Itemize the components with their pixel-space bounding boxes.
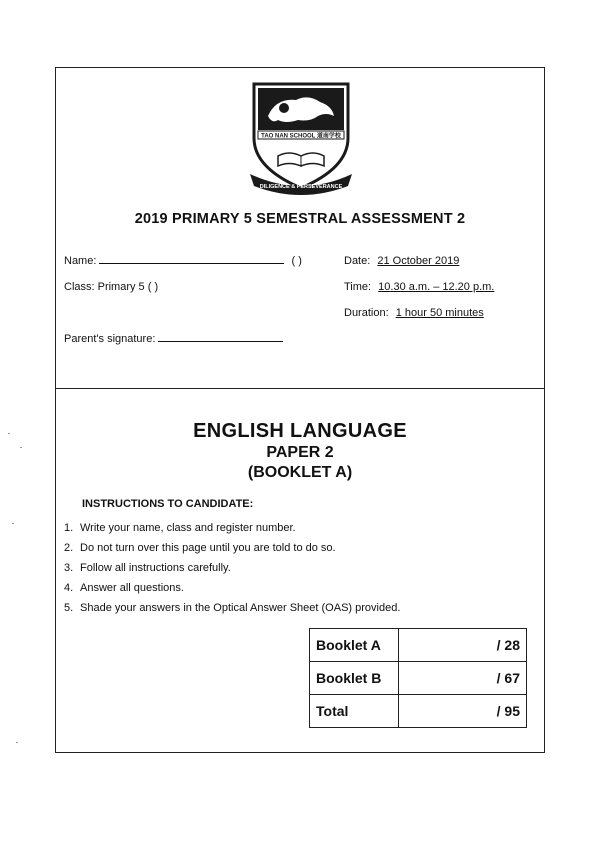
- name-label: Name:: [64, 255, 97, 267]
- table-row: [310, 695, 527, 728]
- list-item: 3. Follow all instructions carefully.: [64, 562, 231, 574]
- exam-title: 2019 PRIMARY 5 SEMESTRAL ASSESSMENT 2: [134, 211, 466, 227]
- school-crest-logo: [246, 76, 356, 196]
- time-label: Time:: [344, 281, 372, 293]
- table-row: [310, 629, 527, 662]
- scan-speck: [16, 742, 18, 743]
- class-field: [64, 281, 158, 293]
- parent-signature-blank[interactable]: [158, 341, 283, 342]
- instructions-list: [64, 522, 400, 622]
- duration-field: [344, 307, 484, 319]
- time-value: 10.30 a.m. – 12.20 p.m.: [378, 281, 495, 293]
- list-item: 2. Do not turn over this page until you are told to do so.: [64, 542, 336, 554]
- duration-value: 1 hour 50 minutes: [395, 307, 484, 319]
- svg-text:DILIGENCE & PERSEVERANCE: DILIGENCE & PERSEVERANCE: [259, 184, 343, 190]
- score-label: Booklet B: [310, 662, 399, 695]
- cover-page: [55, 67, 545, 753]
- parent-signature-field: [64, 333, 283, 345]
- instructions-heading: INSTRUCTIONS TO CANDIDATE:: [82, 498, 254, 510]
- date-value: 21 October 2019: [377, 255, 460, 267]
- scan-speck: [12, 523, 14, 524]
- list-item: 4. Answer all questions.: [64, 582, 184, 594]
- list-item: 5. Shade your answers in the Optical Answer Sheet (OAS) provided.: [64, 602, 401, 614]
- date-field: [344, 255, 459, 267]
- svg-text:TAO NAN SCHOOL 道南学校: TAO NAN SCHOOL 道南学校: [261, 133, 341, 140]
- subject-title: ENGLISH LANGUAGE: [193, 420, 407, 442]
- score-label: Total: [310, 695, 399, 728]
- time-field: [344, 281, 494, 293]
- name-field: [64, 255, 302, 267]
- score-value[interactable]: / 28: [399, 629, 527, 662]
- duration-label: Duration:: [344, 307, 389, 319]
- score-table: [309, 628, 527, 728]
- register-brackets: ( ): [291, 255, 302, 267]
- date-label: Date:: [344, 255, 371, 267]
- name-blank[interactable]: [99, 263, 284, 264]
- list-item: 1. Write your name, class and register number.: [64, 522, 296, 534]
- booklet-label: (BOOKLET A): [247, 464, 353, 481]
- section-divider: [56, 388, 544, 389]
- scan-speck: [8, 433, 10, 434]
- score-label: Booklet A: [310, 629, 399, 662]
- paper-number: PAPER 2: [266, 444, 334, 461]
- table-row: [310, 662, 527, 695]
- score-value[interactable]: / 67: [399, 662, 527, 695]
- class-label: Class: Primary 5 ( ): [64, 281, 159, 293]
- score-value[interactable]: / 95: [399, 695, 527, 728]
- scan-speck: [20, 447, 22, 448]
- parent-signature-label: Parent's signature:: [64, 333, 156, 345]
